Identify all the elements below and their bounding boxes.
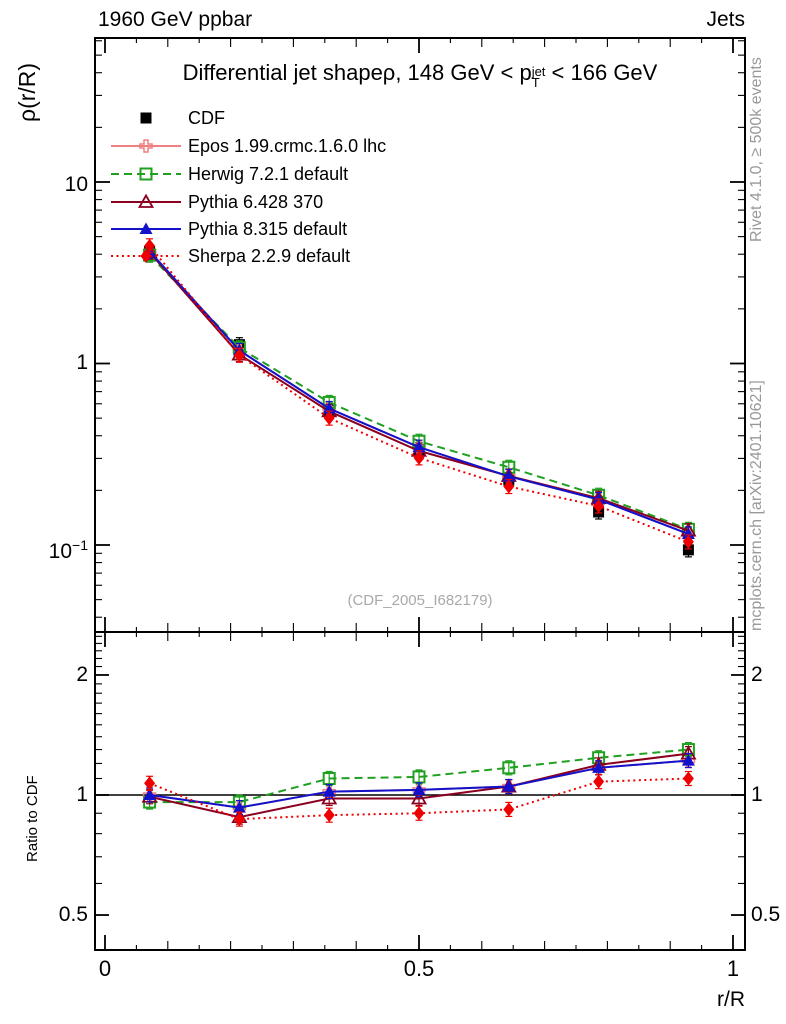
legend-marker-cdf (110, 109, 182, 127)
ratio-tick-2-left: 2 (76, 663, 88, 686)
ratio-tick-1-right: 1 (751, 783, 763, 806)
x-tick-1: 1 (726, 956, 740, 981)
plot-title-subsup: jet T (531, 64, 546, 90)
analysis-id-watermark: (CDF_2005_I682179) (347, 592, 493, 609)
mcplots-figure: 1960 GeV ppbar Jets Differential jet shapeρ, 148 GeV < pjet T < 166 GeV ρ(r/R) Ratio to CDF Rivet 4.1.0, ≥ 500k events mcplots.cern.ch [arXiv:2401.10621] 10 1 $10^{-1}$ 2 1 0.5 2 1 0.5 0 0.5 1 r/R CDF Epos 1.99.crmc.1.6.0 lhc Herwig 7.2.1 default Pythia 6.428 370 Pythia 8.315 default Sherpa 2.2.9 default (CDF_2005_I682179) (0, 0, 786, 1024)
x-axis-label: r/R (717, 988, 745, 1011)
x-tick-0p5: 0.5 (403, 956, 435, 981)
ratio-tick-0p5-right: 0.5 (751, 903, 781, 926)
plot-title-pre: Differential jet shapeρ, 148 GeV < p (182, 60, 532, 85)
y-tick-10: 10 (64, 173, 88, 196)
ratio-tick-0p5-left: 0.5 (58, 903, 88, 926)
legend-marker-pythia8 (110, 220, 182, 238)
header-analysis-label: Jets (706, 8, 745, 31)
legend-marker-herwig (110, 165, 182, 183)
ratio-tick-1-left: 1 (76, 783, 88, 806)
plot-title-post: < 166 GeV (545, 60, 658, 85)
header-beam-label: 1960 GeV ppbar (98, 8, 253, 31)
y-axis-label-ratio: Ratio to CDF (24, 775, 41, 862)
legend-marker-pythia6 (110, 193, 182, 211)
ratio-tick-2-right: 2 (751, 663, 763, 686)
y-tick-1: 1 (76, 351, 88, 374)
mcplots-arxiv-note: mcplots.cern.ch [arXiv:2401.10621] (748, 380, 765, 631)
y-tick-0p1: $10^{-1}$ (48, 537, 88, 563)
rivet-version-note: Rivet 4.1.0, ≥ 500k events (748, 57, 765, 242)
y-axis-label-main: ρ(r/R) (14, 62, 40, 122)
legend-marker-sherpa (110, 247, 182, 265)
x-tick-0: 0 (98, 956, 112, 981)
legend-marker-epos (110, 137, 182, 155)
plot-title (95, 60, 745, 88)
